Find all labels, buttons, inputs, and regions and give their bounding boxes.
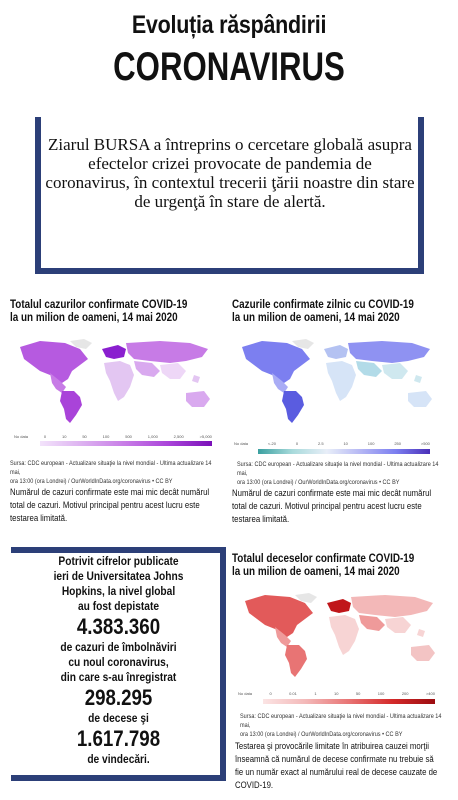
total-cases-legend-labels (14, 434, 212, 439)
daily-cases-map (232, 335, 444, 430)
daily-cases-map-land (242, 339, 432, 423)
title-line-1: Evoluția răspândirii (131, 11, 327, 39)
total-deaths-map-land (245, 593, 435, 677)
stats-line: de vindecări. (87, 752, 150, 766)
legend-label: No data (234, 441, 249, 446)
total-cases-note: Numărul de cazuri confirmate este mai mic decât numărul total de cazuri. Motivul principal pentru acest lucru este testarea limitată. (10, 487, 210, 524)
source-line-2: ora 13:00 (ora Londrei) / OurWorldInData.org/coronavirus • CC BY (240, 731, 403, 738)
legend-label: 50 (355, 691, 361, 696)
total-deaths-legend-bar (263, 699, 435, 704)
total-deaths-map (235, 589, 447, 684)
legend-label: >400 (425, 691, 435, 696)
legend-label: No data (238, 691, 253, 696)
stats-recovered-value: 1.617.798 (76, 726, 161, 751)
daily-cases-note: Numărul de cazuri confirmate este mai mic decât numărul total de cazuri. Motivul principal pentru acest lucru este testarea limitată. (232, 488, 432, 525)
source-line-1: Sursa: CDC european - Actualizare situaţie la nivel mondial - Ultima actualizare 14 mai, (10, 460, 212, 476)
legend-label: 2,500 (173, 434, 184, 439)
total-cases-legend-bar (40, 441, 212, 446)
stats-line: ieri de Universitatea Johns (53, 569, 184, 583)
legend-label: 100 (367, 441, 375, 446)
total-cases-title (10, 299, 187, 325)
total-cases-source (10, 459, 214, 486)
total-deaths-legend-labels (238, 691, 435, 696)
legend-label: 2.5 (318, 441, 324, 446)
legend-label: 0 (269, 691, 272, 696)
legend-label: 100 (377, 691, 385, 696)
legend-label: 10 (62, 434, 67, 439)
legend-label: 200 (401, 691, 409, 696)
total-deaths-title-line-1: Totalul deceselor confirmate COVID-19 (232, 553, 415, 565)
total-deaths-source (240, 712, 444, 739)
total-deaths-note: Testarea şi provocările limitate în atribuirea cauzei morţii înseamnă că numărul de decese confirmate nu trebuie să fie un număr exact al numărului real de decese cauzate de COVID-19. (235, 741, 438, 791)
legend-label: 0 (295, 441, 299, 446)
legend-label: >5,000 (199, 434, 212, 439)
total-cases-title-line-1: Totalul cazurilor confirmate COVID-19 (10, 299, 188, 311)
stats-cases-value: 4.383.360 (76, 614, 161, 639)
daily-cases-title-line-2: la un milion de oameni, 14 mai 2020 (232, 312, 400, 324)
daily-cases-legend-labels (234, 441, 430, 446)
daily-cases-title (232, 299, 414, 325)
total-deaths-title-line-2: la un milion de oameni, 14 mai 2020 (232, 566, 400, 578)
daily-cases-source (237, 460, 441, 487)
total-cases-map (10, 335, 222, 430)
source-line-1: Sursa: CDC european - Actualizare situaţie la nivel mondial - Ultima actualizare 14 mai, (240, 713, 442, 729)
source-line-1: Sursa: CDC european - Actualizare situaţie la nivel mondial - Ultima actualizare 14 mai, (237, 461, 439, 477)
legend-label: 250 (394, 441, 402, 446)
title-line-2: CORONAVIRUS (113, 45, 345, 89)
legend-label: 1 (314, 691, 317, 696)
source-line-2: ora 13:00 (ora Londrei) / OurWorldInData.org/coronavirus • CC BY (237, 479, 400, 486)
stats-deaths-value: 298.295 (84, 685, 153, 710)
legend-label: 10 (343, 441, 348, 446)
stats-line: Hopkins, la nivel global (61, 584, 176, 598)
legend-label: >500 (420, 441, 430, 446)
intro-text: Ziarul BURSA a întreprins o cercetare globală asupra efectelor crizei provocate de pandemia de coronavirus, în contextul trecerii ţării noastre din stare de urgenţă în stare de alertă. (45, 135, 415, 211)
intro-frame-gap (54, 114, 118, 126)
stats-text (25, 554, 212, 767)
legend-label: 500 (125, 434, 132, 439)
stats-line: de decese şi (88, 711, 149, 725)
stats-line: de cazuri de îmbolnăviri (60, 640, 177, 654)
total-deaths-title (232, 553, 414, 579)
total-cases-map-land (20, 339, 210, 423)
legend-label: 10 (333, 691, 339, 696)
total-cases-title-line-2: la un milion de oameni, 14 mai 2020 (10, 312, 178, 324)
legend-label: No data (14, 434, 29, 439)
legend-label: 0 (43, 434, 47, 439)
stats-line: Potrivit cifrelor publicate (58, 554, 179, 568)
legend-label: 0.01 (289, 691, 297, 696)
header (0, 10, 458, 90)
daily-cases-title-line-1: Cazurile confirmate zilnic cu COVID-19 (232, 299, 414, 311)
legend-label: 1,000 (147, 434, 158, 439)
legend-label: 50 (82, 434, 87, 439)
legend-label: <-20 (267, 441, 277, 446)
stats-line: din care s-au înregistrat (60, 670, 177, 684)
daily-cases-legend-bar (258, 449, 430, 454)
source-line-2: ora 13:00 (ora Londrei) / OurWorldInData.org/coronavirus • CC BY (10, 478, 173, 485)
stats-line: au fost depistate (77, 599, 160, 613)
legend-label: 100 (102, 434, 110, 439)
stats-line: cu noul coronavirus, (68, 655, 169, 669)
